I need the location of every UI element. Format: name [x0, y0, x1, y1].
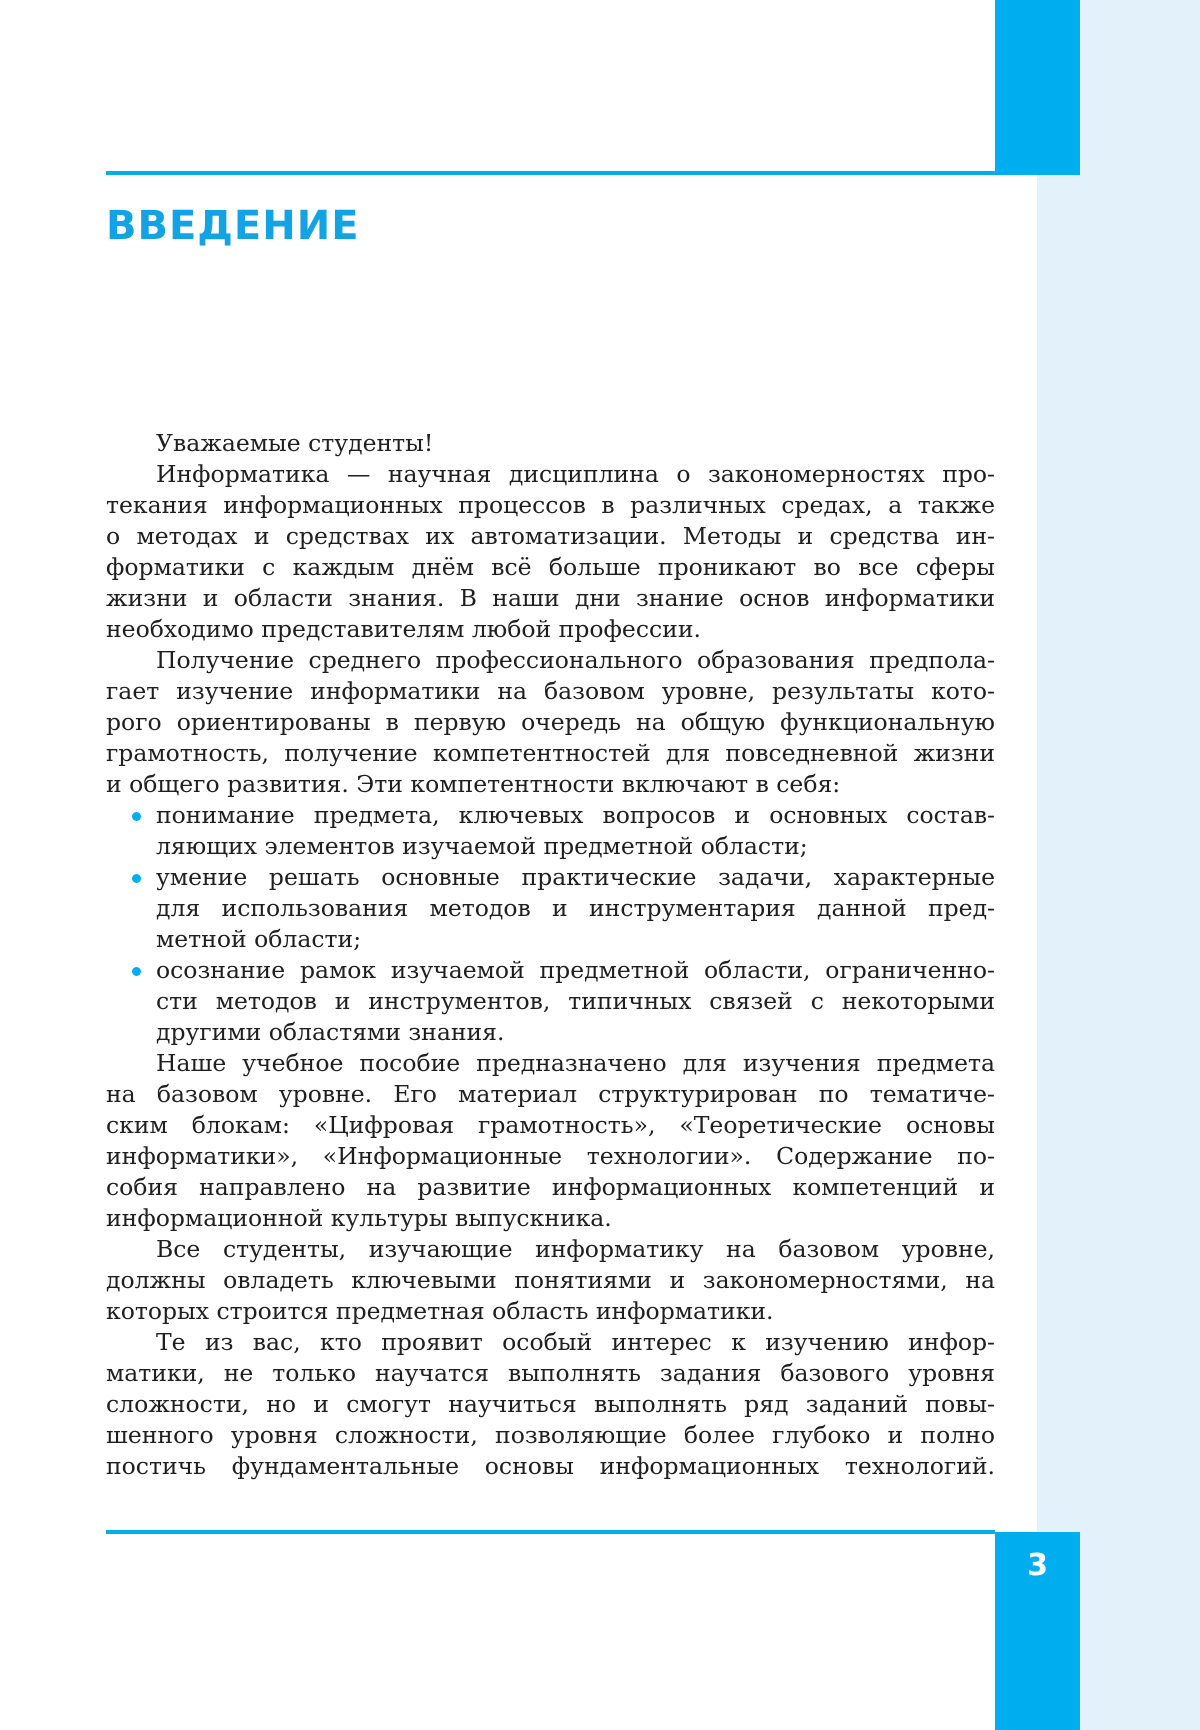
line-text: Уважаемые студенты! [156, 429, 434, 457]
line-text: собия направлено на развитие информационных компетенций и [106, 1173, 995, 1201]
line-text: текания информационных процессов в различных средах, а также [106, 491, 995, 519]
line-text: Все студенты, изучающие информатику на базовом уровне, [156, 1235, 995, 1263]
line-text: Получение среднего профессионального образования предпола- [156, 646, 995, 674]
text-line [106, 645, 995, 676]
text-line [106, 1110, 995, 1141]
line-text: на базовом уровне. Его материал структурирован по тематиче- [106, 1080, 995, 1108]
text-line [106, 1451, 995, 1482]
text-line [106, 1327, 995, 1358]
text-line [106, 707, 995, 738]
bullet-icon [132, 874, 141, 883]
top-rule [106, 171, 995, 175]
bottom-rule [106, 1530, 995, 1534]
bullet-icon [132, 812, 141, 821]
bullet-line [106, 955, 995, 986]
line-text: форматики с каждым днём всё больше проникают во все сферы [106, 553, 995, 581]
line-text: которых строится предметная область информатики. [106, 1297, 774, 1325]
bullet-line [106, 800, 995, 831]
text-line [106, 831, 995, 862]
text-line [106, 552, 995, 583]
line-text: жизни и области знания. В наши дни знание основ информатики [106, 584, 995, 612]
line-text: метной области; [156, 925, 362, 953]
text-line [106, 428, 995, 459]
bullet-line [106, 862, 995, 893]
text-line [106, 769, 995, 800]
text-line [106, 924, 995, 955]
line-text: информатики», «Информационные технологии». Содержание по- [106, 1142, 995, 1170]
line-text: грамотность, получение компетентностей для повседневной жизни [106, 739, 995, 767]
page-title: ВВЕДЕНИЕ [106, 203, 360, 249]
line-text: и общего развития. Эти компетентности включают в себя: [106, 770, 841, 798]
side-tab-top [995, 0, 1080, 175]
text-line [106, 1172, 995, 1203]
text-line [106, 676, 995, 707]
line-text: должны овладеть ключевыми понятиями и закономерностями, на [106, 1266, 995, 1294]
line-text: другими областями знания. [156, 1018, 505, 1046]
line-text: ским блокам: «Цифровая грамотность», «Теоретические основы [106, 1111, 995, 1139]
line-text: для использования методов и инструментария данной пред- [156, 894, 995, 922]
text-line [106, 738, 995, 769]
bullet-icon [132, 967, 141, 976]
side-panel [1037, 0, 1200, 1730]
text-line [106, 1389, 995, 1420]
text-line [106, 1017, 995, 1048]
line-text: Информатика — научная дисциплина о закономерностях про- [156, 460, 995, 488]
body-text [106, 428, 995, 1482]
text-line [106, 1296, 995, 1327]
line-text: ляющих элементов изучаемой предметной области; [156, 832, 808, 860]
line-text: необходимо представителям любой профессии. [106, 615, 701, 643]
text-line [106, 1203, 995, 1234]
page-number: 3 [1027, 1548, 1048, 1583]
text-line [106, 1265, 995, 1296]
text-line [106, 459, 995, 490]
text-line [106, 1420, 995, 1451]
line-text: информационной культуры выпускника. [106, 1204, 612, 1232]
text-line [106, 1141, 995, 1172]
text-line [106, 1048, 995, 1079]
line-text: сложности, но и смогут научиться выполнять ряд заданий повы- [106, 1390, 995, 1418]
line-text: о методах и средствах их автоматизации. Методы и средства ин- [106, 522, 995, 550]
line-text: матики, не только научатся выполнять задания базового уровня [106, 1359, 995, 1387]
line-text: Наше учебное пособие предназначено для изучения предмета [156, 1049, 995, 1077]
line-text: гает изучение информатики на базовом уровне, результаты кото- [106, 677, 995, 705]
line-text: сти методов и инструментов, типичных связей с некоторыми [156, 987, 995, 1015]
line-text: шенного уровня сложности, позволяющие более глубоко и полно [106, 1421, 995, 1449]
line-text: понимание предмета, ключевых вопросов и основных состав- [156, 801, 995, 829]
text-line [106, 1358, 995, 1389]
text-line [106, 1079, 995, 1110]
text-line [106, 893, 995, 924]
text-line [106, 1234, 995, 1265]
text-line [106, 583, 995, 614]
line-text: постичь фундаментальные основы информационных технологий. [106, 1452, 995, 1480]
text-line [106, 521, 995, 552]
line-text: рого ориентированы в первую очередь на общую функциональную [106, 708, 995, 736]
line-text: умение решать основные практические задачи, характерные [156, 863, 995, 891]
line-text: Те из вас, кто проявит особый интерес к изучению инфор- [156, 1328, 995, 1356]
text-line [106, 986, 995, 1017]
line-text: осознание рамок изучаемой предметной области, ограниченно- [156, 956, 995, 984]
text-line [106, 614, 995, 645]
text-line [106, 490, 995, 521]
